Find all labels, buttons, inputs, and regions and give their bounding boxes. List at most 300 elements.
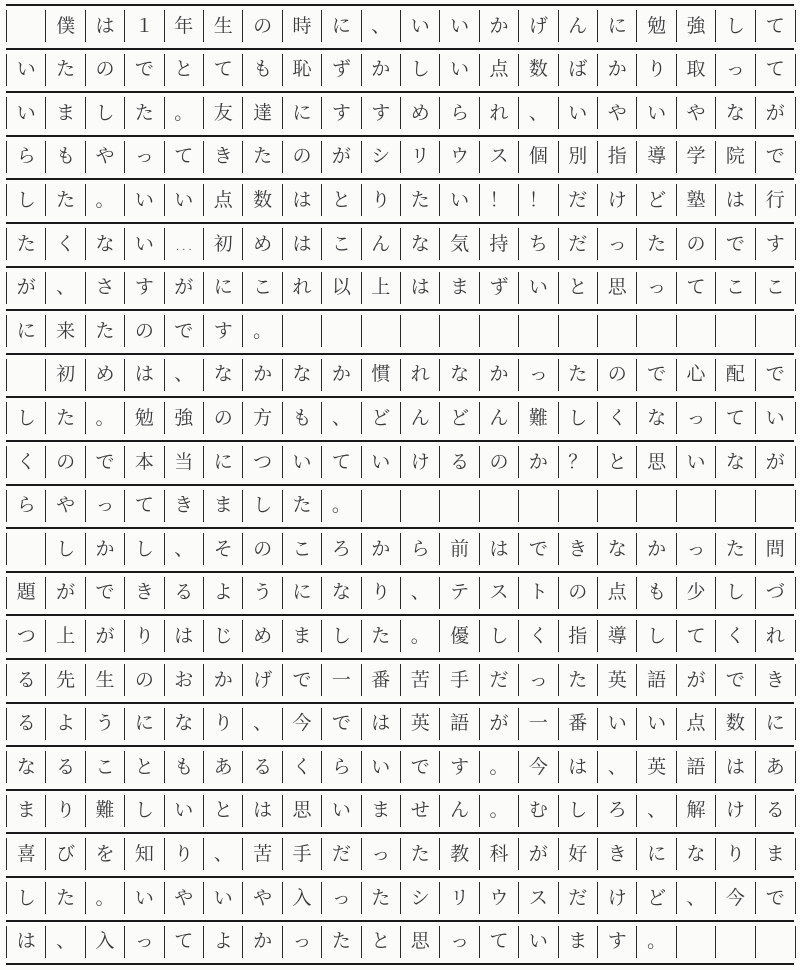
grid-cell: い bbox=[401, 10, 440, 42]
grid-cell: 。 bbox=[322, 490, 361, 522]
grid-cell: 思 bbox=[637, 446, 676, 478]
grid-cell: の bbox=[559, 577, 598, 609]
grid-cell: な bbox=[716, 446, 755, 478]
grid-cell: ど bbox=[440, 402, 479, 434]
grid-cell: い bbox=[362, 446, 401, 478]
grid-cell bbox=[480, 315, 519, 347]
manuscript-row bbox=[6, 446, 796, 478]
grid-cell: 一 bbox=[322, 664, 361, 696]
grid-cell: よ bbox=[204, 926, 243, 958]
grid-cell: っ bbox=[440, 926, 479, 958]
grid-cell: 問 bbox=[765, 537, 785, 560]
grid-cell: 勉 bbox=[125, 402, 164, 434]
grid-cell: る bbox=[243, 751, 282, 783]
grid-cell: 達 bbox=[243, 97, 282, 129]
grid-cell: っ bbox=[637, 272, 676, 304]
grid-cell: 手 bbox=[440, 664, 479, 696]
grid-cell: な bbox=[637, 402, 676, 434]
grid-cell: 。 bbox=[86, 184, 125, 216]
grid-cell: と bbox=[125, 751, 164, 783]
grid-cell bbox=[7, 10, 46, 42]
grid-cell: か bbox=[480, 10, 519, 42]
manuscript-row bbox=[6, 228, 796, 260]
grid-cell: て bbox=[765, 58, 785, 81]
grid-cell: ま bbox=[7, 795, 46, 827]
grid-cell: ん bbox=[362, 228, 401, 260]
grid-cell: に bbox=[283, 577, 322, 609]
grid-cell: で bbox=[165, 315, 204, 347]
grid-cell: に bbox=[204, 272, 243, 304]
grid-cell: と bbox=[559, 272, 598, 304]
grid-cell: に bbox=[637, 838, 676, 870]
grid-cell: し bbox=[86, 97, 125, 129]
grid-cell: 今 bbox=[519, 751, 558, 783]
grid-cell: 。 bbox=[86, 882, 125, 914]
grid-cell: め bbox=[243, 620, 282, 652]
ruled-line bbox=[6, 135, 794, 137]
grid-cell: 心 bbox=[677, 359, 716, 391]
grid-cell: ス bbox=[480, 577, 519, 609]
manuscript-row bbox=[6, 184, 796, 216]
grid-cell: ん bbox=[440, 795, 479, 827]
grid-cell: 配 bbox=[716, 359, 755, 391]
grid-cell: 苦 bbox=[243, 838, 282, 870]
grid-cell: 語 bbox=[637, 664, 676, 696]
grid-cell: い bbox=[165, 795, 204, 827]
grid-cell: 時 bbox=[283, 10, 322, 42]
manuscript-row bbox=[6, 54, 796, 86]
grid-cell: 、 bbox=[401, 577, 440, 609]
manuscript-row bbox=[6, 490, 796, 522]
grid-cell: や bbox=[165, 882, 204, 914]
grid-cell: と bbox=[204, 795, 243, 827]
manuscript-row bbox=[6, 838, 796, 870]
grid-cell: 。 bbox=[480, 795, 519, 827]
grid-cell: 院 bbox=[716, 141, 755, 173]
grid-cell: 年 bbox=[165, 10, 204, 42]
grid-cell: 初 bbox=[46, 359, 85, 391]
grid-cell: 生 bbox=[86, 664, 125, 696]
grid-cell bbox=[716, 926, 755, 958]
grid-cell: ら bbox=[401, 533, 440, 565]
grid-cell: い bbox=[125, 882, 164, 914]
grid-cell: よ bbox=[46, 708, 85, 740]
grid-cell: ウ bbox=[440, 141, 479, 173]
grid-cell: 喜 bbox=[7, 838, 46, 870]
grid-cell: な bbox=[165, 708, 204, 740]
grid-cell: 思 bbox=[283, 795, 322, 827]
grid-cell: し bbox=[716, 577, 755, 609]
grid-cell: 、 bbox=[519, 97, 558, 129]
grid-cell: は bbox=[86, 10, 125, 42]
grid-cell: 教 bbox=[440, 838, 479, 870]
grid-cell: 、 bbox=[46, 926, 85, 958]
ruled-line bbox=[6, 4, 794, 6]
grid-cell bbox=[598, 490, 637, 522]
grid-cell: た bbox=[362, 620, 401, 652]
grid-cell: 上 bbox=[46, 620, 85, 652]
grid-cell: れ bbox=[480, 97, 519, 129]
grid-cell: 優 bbox=[440, 620, 479, 652]
grid-cell: で bbox=[86, 577, 125, 609]
ruled-line bbox=[6, 484, 794, 486]
manuscript-row bbox=[6, 882, 796, 914]
grid-cell: お bbox=[165, 664, 204, 696]
grid-cell: 今 bbox=[283, 708, 322, 740]
grid-cell: り bbox=[362, 184, 401, 216]
grid-cell: け bbox=[598, 882, 637, 914]
manuscript-row bbox=[6, 402, 796, 434]
manuscript-row bbox=[6, 926, 796, 958]
grid-cell: 語 bbox=[440, 708, 479, 740]
grid-cell: た bbox=[243, 141, 282, 173]
grid-cell: 上 bbox=[362, 272, 401, 304]
grid-cell: っ bbox=[283, 926, 322, 958]
grid-cell: 思 bbox=[401, 926, 440, 958]
grid-cell: て bbox=[765, 14, 785, 37]
grid-cell: 本 bbox=[125, 446, 164, 478]
manuscript-row bbox=[6, 577, 796, 609]
grid-cell: 。 bbox=[637, 926, 676, 958]
grid-cell: ま bbox=[46, 97, 85, 129]
grid-cell: た bbox=[322, 926, 361, 958]
grid-cell: 数 bbox=[243, 184, 282, 216]
grid-cell: が bbox=[765, 450, 785, 473]
manuscript-row bbox=[6, 533, 796, 565]
grid-cell: い bbox=[362, 751, 401, 783]
grid-cell: こ bbox=[243, 272, 282, 304]
grid-cell: の bbox=[677, 228, 716, 260]
grid-cell bbox=[362, 490, 401, 522]
grid-cell: あ bbox=[765, 755, 785, 778]
grid-cell: 数 bbox=[519, 54, 558, 86]
grid-cell: い bbox=[637, 708, 676, 740]
grid-cell: の bbox=[283, 141, 322, 173]
grid-cell: 塾 bbox=[677, 184, 716, 216]
grid-cell: し bbox=[7, 184, 46, 216]
grid-cell: で bbox=[519, 533, 558, 565]
grid-cell: の bbox=[204, 402, 243, 434]
grid-cell: き bbox=[765, 668, 785, 691]
grid-cell: シ bbox=[362, 141, 401, 173]
grid-cell: る bbox=[165, 577, 204, 609]
ruled-line bbox=[6, 527, 794, 529]
grid-cell: 生 bbox=[204, 10, 243, 42]
grid-cell: き bbox=[559, 533, 598, 565]
grid-cell: す bbox=[765, 232, 785, 255]
grid-cell: 個 bbox=[519, 141, 558, 173]
grid-cell: め bbox=[401, 97, 440, 129]
grid-cell bbox=[598, 315, 637, 347]
grid-cell: 僕 bbox=[46, 10, 85, 42]
grid-cell: 知 bbox=[125, 838, 164, 870]
grid-cell: る bbox=[765, 799, 785, 822]
grid-cell: 方 bbox=[243, 402, 282, 434]
grid-cell: く bbox=[46, 228, 85, 260]
grid-cell: ら bbox=[322, 751, 361, 783]
grid-cell: い bbox=[598, 708, 637, 740]
grid-cell: る bbox=[440, 446, 479, 478]
grid-cell: こ bbox=[322, 228, 361, 260]
grid-cell: ト bbox=[519, 577, 558, 609]
grid-cell: る bbox=[7, 708, 46, 740]
grid-cell: け bbox=[716, 795, 755, 827]
grid-cell: こ bbox=[765, 276, 785, 299]
manuscript-row bbox=[6, 664, 796, 696]
grid-cell: し bbox=[7, 882, 46, 914]
grid-cell: 、 bbox=[165, 533, 204, 565]
grid-cell bbox=[480, 490, 519, 522]
grid-cell: て bbox=[165, 926, 204, 958]
grid-cell: ま bbox=[204, 490, 243, 522]
grid-cell: や bbox=[86, 141, 125, 173]
grid-cell: し bbox=[243, 490, 282, 522]
ruled-line bbox=[6, 789, 794, 791]
grid-cell: た bbox=[7, 228, 46, 260]
grid-cell: 指 bbox=[559, 620, 598, 652]
grid-cell: び bbox=[46, 838, 85, 870]
grid-cell: 勉 bbox=[637, 10, 676, 42]
grid-cell: に bbox=[125, 708, 164, 740]
grid-cell: 先 bbox=[46, 664, 85, 696]
grid-cell: 手 bbox=[283, 838, 322, 870]
grid-cell: う bbox=[243, 577, 282, 609]
grid-cell: っ bbox=[677, 533, 716, 565]
grid-cell: 、 bbox=[46, 272, 85, 304]
grid-cell: か bbox=[480, 359, 519, 391]
grid-cell: は bbox=[480, 533, 519, 565]
grid-cell bbox=[362, 315, 401, 347]
grid-cell: 導 bbox=[598, 620, 637, 652]
grid-cell: い bbox=[440, 184, 479, 216]
grid-cell: た bbox=[637, 228, 676, 260]
grid-cell: り bbox=[46, 795, 85, 827]
grid-cell: な bbox=[598, 533, 637, 565]
grid-cell: だ bbox=[559, 882, 598, 914]
grid-cell: い bbox=[125, 184, 164, 216]
grid-cell: い bbox=[677, 446, 716, 478]
grid-cell: ろ bbox=[598, 795, 637, 827]
grid-cell: し bbox=[480, 620, 519, 652]
manuscript-row bbox=[6, 10, 796, 42]
grid-cell: る bbox=[46, 751, 85, 783]
grid-cell: ま bbox=[765, 842, 785, 865]
grid-cell bbox=[756, 926, 795, 958]
grid-cell: 語 bbox=[677, 751, 716, 783]
grid-cell: の bbox=[125, 315, 164, 347]
grid-cell: り bbox=[716, 838, 755, 870]
grid-cell: つ bbox=[7, 620, 46, 652]
grid-cell: と bbox=[322, 184, 361, 216]
grid-cell: し bbox=[401, 54, 440, 86]
grid-cell: る bbox=[7, 664, 46, 696]
grid-cell: っ bbox=[125, 926, 164, 958]
manuscript-row bbox=[6, 97, 796, 129]
grid-cell: げ bbox=[519, 10, 558, 42]
grid-cell: 取 bbox=[677, 54, 716, 86]
manuscript-row bbox=[6, 315, 796, 347]
grid-cell bbox=[7, 533, 46, 565]
grid-cell: す bbox=[440, 751, 479, 783]
grid-cell: で bbox=[86, 446, 125, 478]
grid-cell: は bbox=[125, 359, 164, 391]
grid-cell: て bbox=[125, 490, 164, 522]
grid-cell: 解 bbox=[677, 795, 716, 827]
grid-cell: な bbox=[86, 228, 125, 260]
grid-cell: 苦 bbox=[401, 664, 440, 696]
grid-cell: を bbox=[86, 838, 125, 870]
grid-cell: や bbox=[46, 490, 85, 522]
grid-cell: は bbox=[716, 184, 755, 216]
grid-cell: た bbox=[46, 882, 85, 914]
grid-cell: し bbox=[637, 620, 676, 652]
grid-cell: や bbox=[677, 97, 716, 129]
grid-cell: ！ bbox=[519, 184, 558, 216]
grid-cell: し bbox=[7, 402, 46, 434]
grid-cell: き bbox=[598, 838, 637, 870]
manuscript-row bbox=[6, 751, 796, 783]
grid-cell: ウ bbox=[480, 882, 519, 914]
grid-cell: で bbox=[765, 145, 785, 168]
grid-cell bbox=[716, 490, 755, 522]
grid-cell: 当 bbox=[165, 446, 204, 478]
grid-cell: と bbox=[165, 54, 204, 86]
grid-cell: う bbox=[86, 708, 125, 740]
grid-cell: こ bbox=[716, 272, 755, 304]
grid-cell: 強 bbox=[165, 402, 204, 434]
grid-cell: っ bbox=[519, 359, 558, 391]
grid-cell: た bbox=[559, 664, 598, 696]
grid-cell: は bbox=[7, 926, 46, 958]
grid-cell: っ bbox=[677, 402, 716, 434]
grid-cell: 慣 bbox=[362, 359, 401, 391]
grid-cell: ま bbox=[559, 926, 598, 958]
grid-cell: の bbox=[598, 359, 637, 391]
grid-cell bbox=[756, 315, 795, 347]
grid-cell: て bbox=[716, 402, 755, 434]
grid-cell bbox=[283, 315, 322, 347]
grid-cell: 持 bbox=[480, 228, 519, 260]
grid-cell: に bbox=[204, 446, 243, 478]
grid-cell: な bbox=[322, 577, 361, 609]
grid-cell bbox=[677, 490, 716, 522]
grid-cell: 友 bbox=[204, 97, 243, 129]
grid-cell: に bbox=[598, 10, 637, 42]
grid-cell: 導 bbox=[637, 141, 676, 173]
grid-cell: で bbox=[716, 664, 755, 696]
grid-cell: 入 bbox=[283, 882, 322, 914]
grid-cell: 、 bbox=[362, 10, 401, 42]
grid-cell: す bbox=[322, 97, 361, 129]
grid-cell: が bbox=[765, 101, 785, 124]
ruled-line bbox=[6, 396, 794, 398]
grid-cell: 点 bbox=[480, 54, 519, 86]
grid-cell: い bbox=[7, 97, 46, 129]
grid-cell: 。 bbox=[401, 620, 440, 652]
grid-cell: 数 bbox=[716, 708, 755, 740]
grid-cell: ス bbox=[480, 141, 519, 173]
manuscript-row bbox=[6, 708, 796, 740]
grid-cell: ま bbox=[283, 620, 322, 652]
grid-cell: な bbox=[716, 97, 755, 129]
grid-cell: が bbox=[165, 272, 204, 304]
grid-cell: ら bbox=[7, 490, 46, 522]
grid-cell: な bbox=[401, 228, 440, 260]
grid-cell: の bbox=[480, 446, 519, 478]
grid-cell: し bbox=[46, 533, 85, 565]
grid-cell: れ bbox=[765, 624, 785, 647]
grid-cell bbox=[7, 359, 46, 391]
grid-cell: に bbox=[322, 10, 361, 42]
grid-cell: く bbox=[519, 620, 558, 652]
grid-cell bbox=[756, 490, 795, 522]
grid-cell: 、 bbox=[243, 708, 282, 740]
grid-cell bbox=[519, 315, 558, 347]
grid-cell bbox=[559, 315, 598, 347]
grid-cell: り bbox=[165, 838, 204, 870]
grid-cell: だ bbox=[480, 664, 519, 696]
grid-cell: 少 bbox=[677, 577, 716, 609]
grid-cell: で bbox=[637, 359, 676, 391]
grid-cell: た bbox=[401, 184, 440, 216]
grid-cell: で bbox=[401, 751, 440, 783]
grid-cell: む bbox=[519, 795, 558, 827]
manuscript-row bbox=[6, 620, 796, 652]
grid-cell: け bbox=[598, 184, 637, 216]
grid-cell: た bbox=[559, 359, 598, 391]
ruled-line bbox=[6, 48, 794, 50]
grid-cell: 、 bbox=[677, 882, 716, 914]
grid-cell: か bbox=[86, 533, 125, 565]
grid-cell: リ bbox=[401, 141, 440, 173]
grid-cell: に bbox=[283, 97, 322, 129]
grid-cell: ！ bbox=[480, 184, 519, 216]
grid-cell: に bbox=[765, 712, 785, 735]
grid-cell: 難 bbox=[86, 795, 125, 827]
grid-cell: く bbox=[283, 751, 322, 783]
grid-cell: が bbox=[519, 838, 558, 870]
grid-cell: ま bbox=[362, 795, 401, 827]
grid-cell: か bbox=[519, 446, 558, 478]
grid-cell: い bbox=[125, 228, 164, 260]
manuscript-row bbox=[6, 141, 796, 173]
manuscript-row bbox=[6, 359, 796, 391]
grid-cell: そ bbox=[204, 533, 243, 565]
grid-cell: け bbox=[401, 446, 440, 478]
grid-cell bbox=[677, 315, 716, 347]
grid-cell: も bbox=[243, 54, 282, 86]
grid-cell: 初 bbox=[204, 228, 243, 260]
grid-cell: 。 bbox=[480, 751, 519, 783]
grid-cell: が bbox=[677, 664, 716, 696]
grid-cell: ス bbox=[519, 882, 558, 914]
grid-cell: が bbox=[46, 577, 85, 609]
grid-cell: 。 bbox=[243, 315, 282, 347]
grid-cell: 、 bbox=[165, 359, 204, 391]
grid-cell: い bbox=[204, 882, 243, 914]
grid-cell: さ bbox=[86, 272, 125, 304]
grid-cell: 英 bbox=[637, 751, 676, 783]
grid-cell bbox=[440, 490, 479, 522]
grid-cell: ず bbox=[480, 272, 519, 304]
grid-cell: た bbox=[86, 315, 125, 347]
grid-cell: な bbox=[7, 751, 46, 783]
grid-cell: 難 bbox=[519, 402, 558, 434]
grid-cell: す bbox=[598, 926, 637, 958]
grid-cell: め bbox=[243, 228, 282, 260]
grid-cell: い bbox=[440, 10, 479, 42]
grid-cell: ん bbox=[559, 10, 598, 42]
